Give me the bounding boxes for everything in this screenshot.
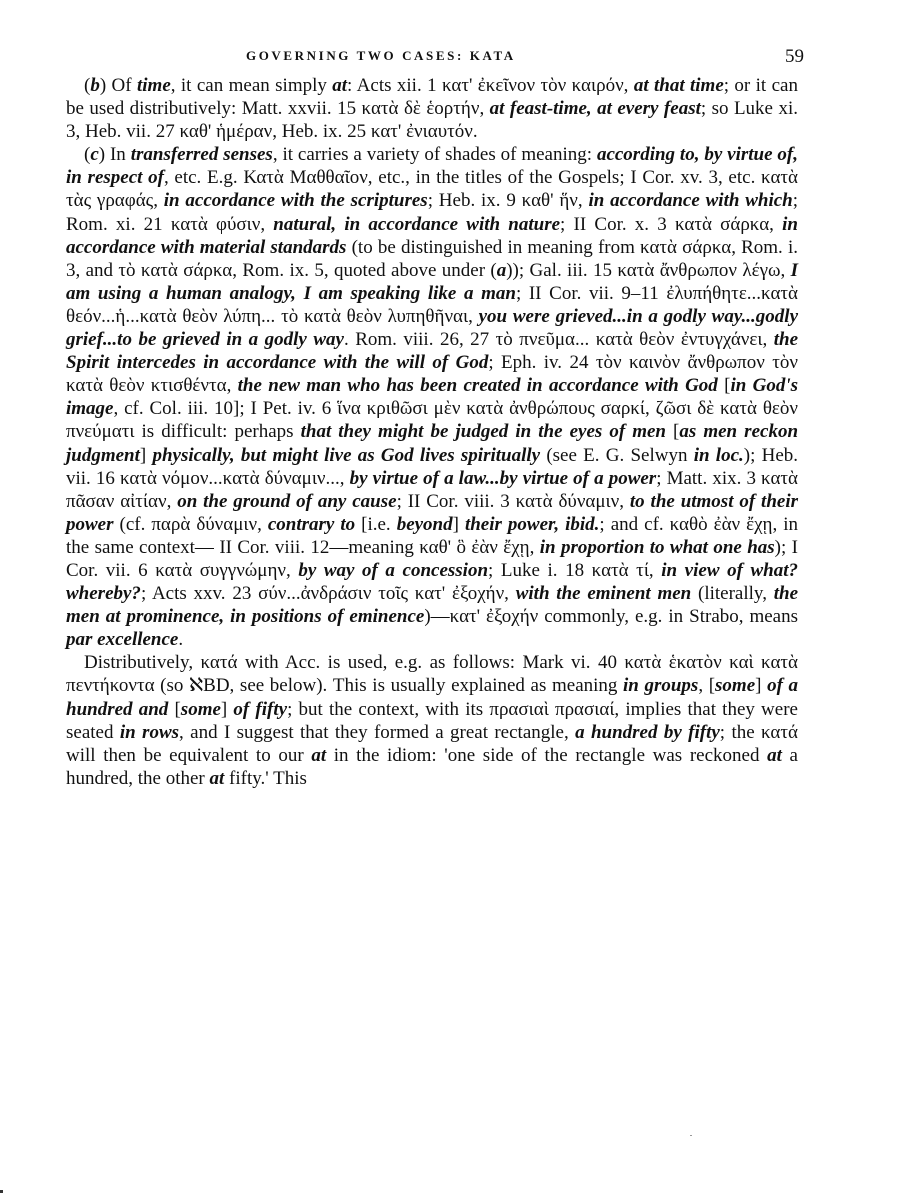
text-run: (literally, [691, 583, 774, 605]
italic-text: transferred senses [130, 144, 273, 166]
text-run: ); I Cor. vii. 6 κατὰ συγγνώμην, [66, 536, 798, 581]
text-run: ( [84, 75, 91, 96]
italic-text: at [767, 744, 782, 766]
italic-text: in groups [623, 675, 699, 697]
paragraph-time [66, 74, 798, 143]
text-run: . [178, 629, 184, 651]
italic-text: at that time [633, 75, 724, 96]
text-run: )—κατ' ἐξοχήν commonly, e.g. in Strabo, means [424, 606, 799, 628]
text-run: [ [168, 698, 181, 720]
italic-text: in accordance with which [588, 190, 793, 212]
italic-text: in view of what? whereby? [66, 559, 798, 605]
italic-text: c [90, 144, 99, 166]
italic-text: that they might be judged in the eyes of men [300, 421, 666, 443]
text-run: ; the κατά will then be equivalent to our [66, 721, 798, 766]
italic-text: of a hundred and [66, 675, 798, 720]
italic-text: b [90, 75, 100, 96]
text-run: ; II Cor. viii. 3 κατὰ δύναμιν, [396, 490, 630, 512]
text-run: ] [755, 675, 768, 697]
text-run: ( [84, 144, 91, 166]
text-run: ; Eph. iv. 24 τὸν καινὸν ἄνθρωπον τὸν κατὰ θεὸν κτισθέντα, [66, 352, 798, 397]
italic-text: in accordance with material standards [66, 213, 798, 258]
italic-text: with the eminent men [515, 583, 692, 605]
text-run: : Acts xii. 1 κατ' ἐκεῖνον τὸν καιρόν, [347, 75, 634, 96]
italic-text: I am using a human analogy, I am speaking like a man [66, 259, 798, 304]
italic-text: in accordance with the scriptures [163, 190, 428, 212]
text-run: ; II Cor. vii. 9–11 ἐλυπήθητε...κατὰ θεόν...ἡ...κατὰ θεὸν λύπη... τὸ κατὰ θεὸν λυπηθῆναι, [66, 282, 798, 327]
text-run: ] [139, 444, 153, 466]
text-run: , [ [698, 675, 716, 697]
italic-text: in God's image [66, 375, 799, 420]
italic-text: in proportion to what one has [539, 536, 775, 558]
italic-text: the men at prominence, in positions of eminence [66, 583, 798, 628]
text-run: ; but the context, with its πρασιαὶ πρασιαί, implies that they were seated [66, 698, 798, 743]
italic-text: of fifty [233, 698, 288, 720]
text-run: ) Of [99, 75, 137, 96]
text-run: , and I suggest that they formed a great rectangle, [179, 721, 576, 743]
text-run: (cf. παρὰ δύναμιν, [113, 513, 268, 535]
italic-text: contrary to [267, 513, 356, 535]
italic-text: beyond [396, 513, 453, 535]
italic-text: the new man who has been created in accordance with God [237, 375, 718, 397]
paragraph-distributively [66, 651, 798, 790]
text-run: ; or it can be used distributively: Matt. xxvii. 15 κατὰ δὲ ἑορτήν, [66, 75, 798, 120]
italic-text: by way of a concession [298, 559, 489, 581]
book-page [66, 46, 804, 790]
text-run: ); Heb. vii. 16 κατὰ νόμον...κατὰ δύναμιν..., [66, 444, 798, 489]
text-run: (see E. G. Selwyn [540, 444, 694, 466]
text-run: ; Acts xxv. 23 σύν...ἀνδράσιν τοῖς κατ' ἐξοχήν, [140, 583, 516, 605]
text-run: in the idiom: 'one side of the rectangle was reckoned [326, 744, 768, 766]
text-run: , it can mean simply [170, 75, 333, 96]
text-run: , it carries a variety of shades of meaning: [272, 144, 597, 166]
text-run: . Rom. viii. 26, 27 τὸ πνεῦμα... κατὰ θεὸν ἐντυγχάνει, [343, 329, 774, 351]
page-header [66, 46, 804, 74]
italic-text: at feast-time, at every feast [489, 98, 701, 120]
italic-text: some [180, 698, 221, 720]
text-run: [ [717, 375, 731, 397]
text-run: ; Matt. xix. 3 κατὰ πᾶσαν αἰτίαν, [66, 467, 798, 512]
text-run: ] [220, 698, 234, 720]
text-run: a hundred, the other [66, 744, 798, 789]
italic-text: according to, by virtue of, in respect of [66, 144, 799, 189]
text-run: ) In [98, 144, 131, 166]
scan-speck [690, 1135, 692, 1136]
italic-text: natural, in accordance with nature [273, 213, 561, 235]
italic-text: at [332, 75, 348, 96]
text-run: fifty.' This [224, 767, 307, 789]
text-run: ; II Cor. x. 3 κατὰ σάρκα, [560, 213, 783, 235]
italic-text: some [715, 675, 756, 697]
italic-text: as men reckon judgment [66, 421, 799, 466]
text-run: ; Luke i. 18 κατὰ τί, [488, 559, 662, 581]
italic-text: their power, ibid. [464, 513, 600, 535]
text-run: [i.e. [355, 513, 397, 535]
body-text [66, 74, 798, 790]
running-head: GOVERNING TWO CASES: KATA [246, 48, 516, 63]
text-run: [ [666, 421, 680, 443]
page-number: 59 [785, 46, 804, 67]
text-run: (to be distinguished in meaning from κατὰ σάρκα, Rom. i. 3, and τὸ κατὰ σάρκα, Rom. ix. 5, quoted above under ( [66, 236, 798, 281]
text-run: , etc. E.g. Κατὰ Μαθθαῖον, etc., in the titles of the Gospels; I Cor. xv. 3, etc. κατὰ τὰς γραφάς, [66, 167, 798, 212]
italic-text: physically, but might live as God lives spiritually [152, 444, 541, 466]
italic-text: on the ground of any cause [177, 490, 397, 512]
text-run: ; Heb. ix. 9 καθ' ἥν, [427, 190, 589, 212]
italic-text: par excellence [66, 629, 179, 651]
italic-text: to the utmost of their power [66, 490, 799, 535]
paragraph-transferred-senses [66, 143, 798, 651]
italic-text: the Spirit intercedes in accordance with the will of God [66, 329, 799, 374]
text-run: , cf. Col. iii. 10]; I Pet. iv. 6 ἵνα κριθῶσι μὲν κατὰ ἀνθρώπους σαρκί, ζῶσι δὲ κατὰ θεὸν πνεύματι is difficult: perhaps [66, 398, 798, 443]
italic-text: at [311, 744, 327, 766]
italic-text: at [209, 767, 225, 789]
text-run: ; and cf. καθὸ ἐὰν ἔχῃ, in the same context— II Cor. viii. 12—meaning καθ' ὃ ἐὰν ἔχῃ, [66, 513, 798, 558]
text-run: ; so Luke xi. 3, Heb. vii. 27 καθ' ἡμέραν, Heb. ix. 25 κατ' ἐνιαυτόν. [66, 98, 798, 143]
scan-speck [0, 1190, 3, 1193]
text-run: )); Gal. iii. 15 κατὰ ἄνθρωπον λέγω, [506, 259, 791, 281]
italic-text: in loc. [693, 444, 744, 466]
italic-text: a hundred by fifty [575, 721, 720, 743]
text-run: ] [452, 513, 465, 535]
italic-text: you were grieved...in a godly way...godly grief...to be grieved in a godly way [66, 305, 799, 351]
text-run: Distributively, κατά with Acc. is used, e.g. as follows: Mark vi. 40 κατὰ ἑκατὸν καὶ κατὰ πεντήκοντα (so ℵBD, see below). This is usually explained as meaning [66, 652, 798, 697]
italic-text: by virtue of a law...by virtue of a power [349, 467, 657, 489]
text-run: ; Rom. xi. 21 κατὰ φύσιν, [66, 190, 799, 235]
italic-text: time [136, 75, 171, 96]
italic-text: a [496, 259, 507, 281]
italic-text: in rows [119, 721, 180, 743]
